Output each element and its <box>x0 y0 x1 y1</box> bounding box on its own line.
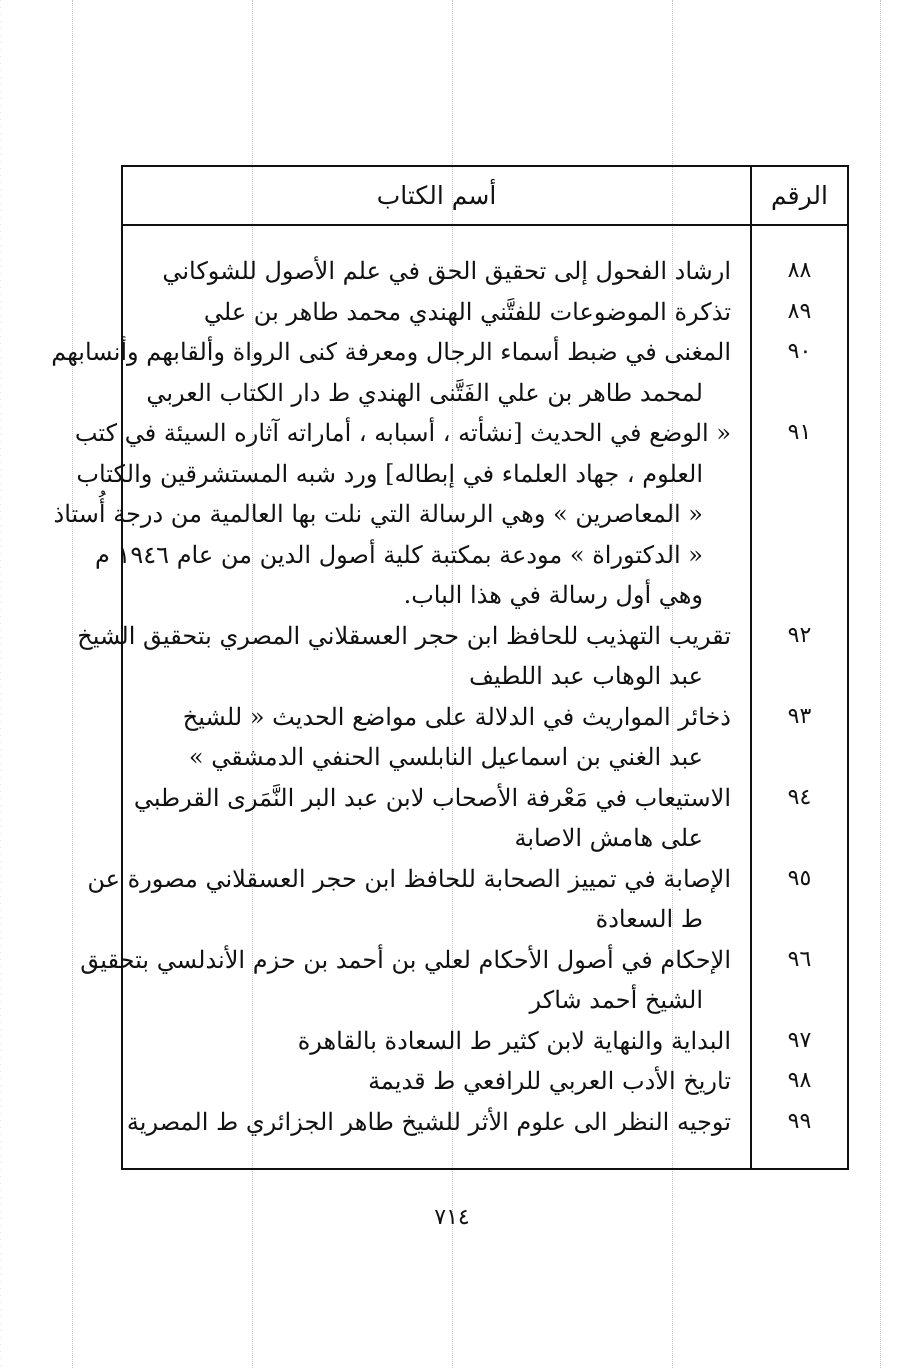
row-title <box>53 413 731 616</box>
row-number: ٩٦ <box>787 946 812 972</box>
title-line: الشيخ أحمد شاكر <box>529 986 703 1014</box>
row-title <box>131 251 731 292</box>
title-line: تاريخ الأدب العربي للرافعي ط قديمة <box>368 1067 731 1095</box>
title-line: المغنى في ضبط أسماء الرجال ومعرفة كنى الرواة وألقابهم وأنسابهم <box>51 338 731 366</box>
title-line: « الدكتوراة » مودعة بمكتبة كلية أصول الدين من عام ١٩٤٦ م <box>95 540 703 569</box>
row-title <box>131 697 731 778</box>
row-number: ٩٧ <box>787 1027 812 1053</box>
page-number: ٧١٤ <box>434 1205 470 1230</box>
books-table <box>51 165 849 1170</box>
title-line: البداية والنهاية لابن كثير ط السعادة بالقاهرة <box>297 1026 731 1055</box>
title-line: الاستيعاب في مَعْرفة الأصحاب لابن عبد البر النَّمَرى القرطبي <box>133 783 731 812</box>
title-line: العلوم ، جهاد العلماء في إبطاله] ورد شبه المستشرقين والكتاب <box>76 459 703 488</box>
title-line: لمحمد طاهر بن علي الفَتَّنى الهندي ط دار الكتاب العربي <box>146 378 703 407</box>
scan-artifact <box>880 0 881 1368</box>
title-line: الإصابة في تمييز الصحابة للحافظ ابن حجر العسقلاني مصورة عن <box>87 864 731 893</box>
title-line: الإحكام في أصول الأحكام لعلي بن أحمد بن حزم الأندلسي بتحقيق <box>80 945 731 974</box>
title-line: تذكرة الموضوعات للفتَّني الهندي محمد طاهر بن علي <box>203 297 731 326</box>
title-line: ذخائر المواريث في الدلالة على مواضع الحديث « للشيخ <box>182 702 731 731</box>
row-title <box>80 940 731 1021</box>
row-title <box>51 332 731 413</box>
row-title <box>77 616 731 697</box>
row-number: ٩١ <box>787 420 812 445</box>
title-line: ارشاد الفحول إلى تحقيق الحق في علم الأصول للشوكاني <box>162 257 731 285</box>
title-line: عبد الوهاب عبد اللطيف <box>469 662 703 690</box>
row-title <box>87 859 731 940</box>
header-title: أسم الكتاب <box>376 181 497 210</box>
row-title <box>131 1061 731 1102</box>
header-number: الرقم <box>771 181 828 210</box>
row-number: ٨٩ <box>787 298 812 324</box>
title-line: تقريب التهذيب للحافظ ابن حجر العسقلاني المصري بتحقيق الشيخ <box>77 621 731 650</box>
row-number: ٩٩ <box>787 1108 812 1134</box>
row-title <box>131 292 731 333</box>
title-line: توجيه النظر الى علوم الأثر للشيخ طاهر الجزائري ط المصرية <box>126 1107 731 1136</box>
row-title <box>126 1102 731 1143</box>
row-number: ٩٢ <box>787 622 812 648</box>
row-number: ٩٨ <box>787 1068 812 1093</box>
title-line: وهي أول رسالة في هذا الباب. <box>403 581 703 609</box>
row-number: ٨٨ <box>787 258 812 283</box>
row-title <box>131 1021 731 1062</box>
scan-artifact <box>72 0 73 1368</box>
row-number: ٩٣ <box>787 703 812 729</box>
row-title <box>131 778 731 859</box>
row-number: ٩٠ <box>787 339 812 364</box>
row-number: ٩٥ <box>787 865 812 891</box>
title-line: « المعاصرين » وهي الرسالة التي نلت بها العالمية من درجة أُستاذ <box>53 500 703 528</box>
title-line: على هامش الاصابة <box>514 824 703 852</box>
title-line: « الوضع في الحديث [نشأته ، أسبابه ، أماراته آثاره السيئة في كتب <box>74 419 731 447</box>
row-number: ٩٤ <box>787 784 812 810</box>
title-line: ط السعادة <box>595 905 703 933</box>
header-separator <box>123 224 847 226</box>
title-line: عبد الغني بن اسماعيل النابلسي الحنفي الدمشقي » <box>188 743 703 771</box>
